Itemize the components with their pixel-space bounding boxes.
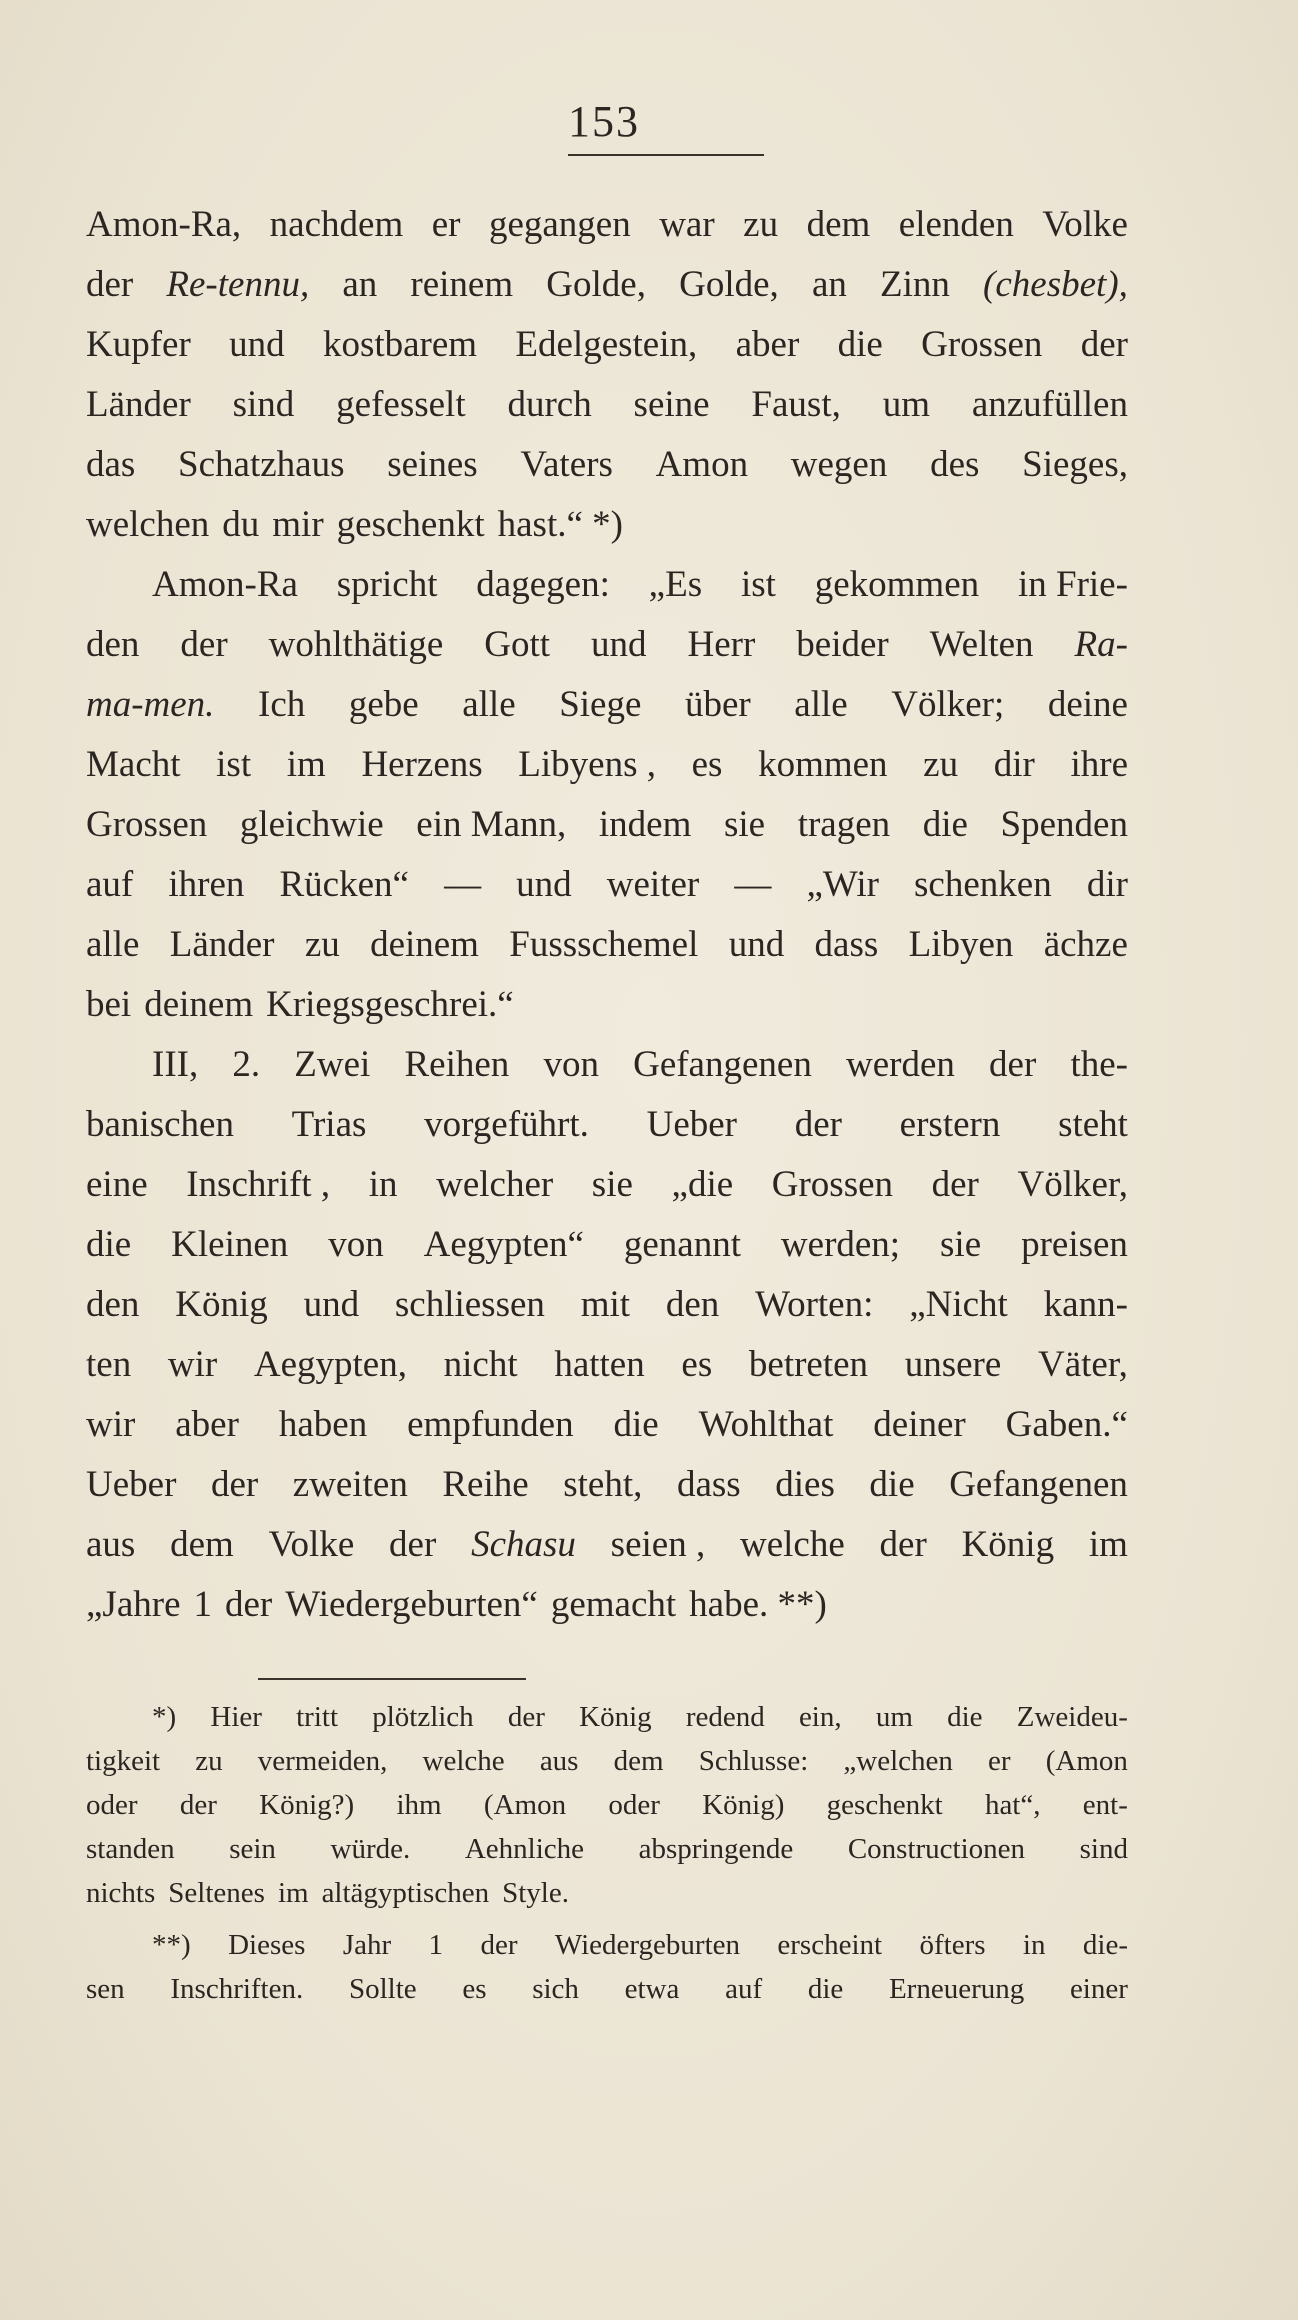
word: gleichwie (239, 804, 384, 845)
word: würde. (330, 1833, 411, 1865)
word: wir (167, 1344, 218, 1385)
word: Kriegsgeschrei.“ (266, 984, 514, 1025)
word: Inschriften. (170, 1973, 304, 2005)
word: die (922, 804, 968, 845)
text-line (86, 255, 1128, 315)
word: habe. **) (689, 1584, 827, 1625)
word: Style. (502, 1877, 569, 1909)
word: tritt (296, 1701, 338, 1733)
word: welcher (436, 1164, 554, 1205)
word: Welten (929, 624, 1034, 665)
word: gekommen (814, 564, 980, 605)
text-line (86, 915, 1128, 975)
word: Aegypten, (253, 1344, 407, 1385)
word: Länder (86, 384, 191, 425)
word: nachdem (269, 204, 404, 245)
text-line (86, 1455, 1128, 1515)
word: und (591, 624, 647, 665)
text-line (86, 1215, 1128, 1275)
word: gefesselt (336, 384, 466, 425)
text-line (86, 1155, 1128, 1215)
footnote-line (86, 1923, 1128, 1967)
word: Kupfer (86, 324, 191, 365)
word: ihren (168, 864, 245, 905)
word: Ich (258, 684, 306, 725)
word: oder (86, 1789, 138, 1821)
word: dass (676, 1464, 741, 1505)
word: die (807, 1973, 844, 2005)
word: sind (1079, 1833, 1128, 1865)
header-rule (568, 154, 764, 156)
word: Grossen (771, 1164, 894, 1205)
word: schenken (914, 864, 1052, 905)
word: Amon (655, 444, 749, 485)
word: Libyen (908, 924, 1014, 965)
word: redend (685, 1701, 765, 1733)
word: Volke (268, 1524, 355, 1565)
word: sich (532, 1973, 579, 2005)
text-line (86, 1335, 1128, 1395)
word: seines (387, 444, 478, 485)
word: König (175, 1284, 268, 1325)
text-line (86, 435, 1128, 495)
text-line (86, 375, 1128, 435)
word: zu (743, 204, 779, 245)
word: der (480, 1929, 518, 1961)
word: deinem (144, 984, 254, 1025)
word: alle (794, 684, 848, 725)
word: Sieges, (1022, 444, 1128, 485)
word: er (431, 204, 461, 245)
word: durch (507, 384, 592, 425)
word: König?) (259, 1789, 355, 1821)
word: Amon-Ra (152, 564, 298, 605)
word: *) (152, 1701, 177, 1733)
word: ihre (1070, 744, 1128, 785)
word: Völker, (1017, 1164, 1128, 1205)
word: ma-men. (86, 684, 215, 725)
word: und (229, 324, 285, 365)
word: und (728, 924, 785, 965)
word: von (543, 1044, 599, 1085)
word: oder (608, 1789, 660, 1821)
text-line (86, 735, 1128, 795)
word: im (286, 744, 326, 785)
word: der (179, 1789, 217, 1821)
word: elenden (898, 204, 1014, 245)
word: und (303, 1284, 360, 1325)
word: „Es (648, 564, 703, 605)
word: kann- (1043, 1284, 1128, 1325)
word: vorgeführt. (424, 1104, 589, 1145)
word: Worten: (755, 1284, 874, 1325)
word: im (1088, 1524, 1128, 1565)
word: aber (735, 324, 800, 365)
word: es (462, 1973, 487, 2005)
word: dir (993, 744, 1035, 785)
word: — (734, 864, 772, 905)
word: sind (232, 384, 295, 425)
text-line (86, 855, 1128, 915)
word: dem (613, 1745, 664, 1777)
word: Schasu (471, 1524, 576, 1565)
word: the- (1070, 1044, 1128, 1085)
word: reinem (410, 264, 514, 305)
word: dem (170, 1524, 234, 1565)
word: empfunden (407, 1404, 574, 1445)
text-line (86, 795, 1128, 855)
word: Ueber (646, 1104, 737, 1145)
word: den (86, 1284, 140, 1325)
word: der (1080, 324, 1128, 365)
word: den (86, 624, 140, 665)
word: genannt (623, 1224, 741, 1265)
word: aus (86, 1524, 136, 1565)
word: Golde, (679, 264, 779, 305)
word: nichts (86, 1877, 156, 1909)
word: Ueber (86, 1464, 177, 1505)
word: Macht (86, 744, 181, 785)
footnote-line (86, 1739, 1128, 1783)
word: der (879, 1524, 927, 1565)
word: sie (591, 1164, 633, 1205)
word: sie (940, 1224, 982, 1265)
footnotes (86, 1695, 1128, 2011)
word: wohlthätige (268, 624, 444, 665)
word: öfters (919, 1929, 986, 1961)
word: König) (702, 1789, 785, 1821)
word: Vaters (520, 444, 613, 485)
word: betreten (748, 1344, 869, 1385)
word: welche (739, 1524, 845, 1565)
word: die (613, 1404, 659, 1445)
word: dir (1086, 864, 1128, 905)
word: König (579, 1701, 652, 1733)
word: der (931, 1164, 979, 1205)
word: Hier (210, 1701, 262, 1733)
text-line (86, 615, 1128, 675)
word: dies (775, 1464, 835, 1505)
word: die (86, 1224, 132, 1265)
word: ten (86, 1344, 132, 1385)
word: um (882, 384, 930, 425)
word: Gott (484, 624, 551, 665)
word: einer (1069, 1973, 1128, 2005)
word: geschenkt (826, 1789, 943, 1821)
word: Jahr (342, 1929, 392, 1961)
word: die- (1082, 1929, 1128, 1961)
word: Gefangenen (949, 1464, 1128, 1505)
word: Inschrift , (186, 1164, 331, 1205)
word: haben (278, 1404, 368, 1445)
word: Länder (169, 924, 275, 965)
text-line (86, 1095, 1128, 1155)
word: „die (671, 1164, 734, 1205)
word: des (930, 444, 980, 485)
word: alle (462, 684, 516, 725)
word: Faust, (751, 384, 841, 425)
word: um (875, 1701, 913, 1733)
word: erstern (899, 1104, 1001, 1145)
text-line (86, 1035, 1128, 1095)
word: ihm (396, 1789, 442, 1821)
word: nicht (443, 1344, 518, 1385)
word: Rücken“ (279, 864, 409, 905)
text-line (86, 195, 1128, 255)
word: den (665, 1284, 720, 1325)
word: 1 (428, 1929, 444, 1961)
word: die (837, 324, 883, 365)
text-line (86, 1275, 1128, 1335)
word: Schatzhaus (178, 444, 345, 485)
word: Amon-Ra, (86, 204, 242, 245)
word: die (947, 1701, 983, 1733)
word: Trias (291, 1104, 367, 1145)
word: Wiedergeburten“ (285, 1584, 538, 1625)
word: Kleinen (171, 1224, 289, 1265)
word: „Jahre (86, 1584, 181, 1625)
word: der (389, 1524, 437, 1565)
word: Zinn (880, 264, 950, 305)
word: der (86, 264, 134, 305)
word: erscheint (777, 1929, 883, 1961)
word: werden (845, 1044, 955, 1085)
word: Herzens (361, 744, 483, 785)
word: **) (152, 1929, 191, 1961)
word: aus (539, 1745, 579, 1777)
word: er (988, 1745, 1011, 1777)
word: der (180, 624, 228, 665)
word: unsere (904, 1344, 1002, 1385)
word: „Wir (806, 864, 879, 905)
word: Grossen (86, 804, 208, 845)
word: hatten (554, 1344, 645, 1385)
word: Gefangenen (633, 1044, 812, 1085)
word: und (516, 864, 572, 905)
word: Ra- (1074, 624, 1128, 665)
word: Edelgestein, (515, 324, 698, 365)
word: Reihen (404, 1044, 510, 1085)
footnote-gap (86, 1915, 1128, 1923)
word: steht (1058, 1104, 1128, 1145)
word: Erneuerung (888, 1973, 1025, 2005)
word: ist (740, 564, 776, 605)
word: gebe (348, 684, 419, 725)
word: Aegypten“ (423, 1224, 584, 1265)
word: aber (175, 1404, 239, 1445)
word: von (328, 1224, 384, 1265)
text-line (86, 555, 1128, 615)
word: dagegen: (476, 564, 610, 605)
word: Grossen (921, 324, 1043, 365)
word: (Amon (483, 1789, 567, 1821)
word: an (811, 264, 847, 305)
text-line (86, 495, 1128, 555)
word: Volke (1042, 204, 1128, 245)
word: plötzlich (372, 1701, 474, 1733)
word: altägyptischen (321, 1877, 490, 1909)
word: mit (580, 1284, 631, 1325)
word: gegangen (488, 204, 631, 245)
word: schliessen (394, 1284, 545, 1325)
word: ein, (798, 1701, 842, 1733)
word: im (277, 1877, 309, 1909)
word: deinem (370, 924, 479, 965)
word: weiter (606, 864, 700, 905)
word: Völker; (891, 684, 1005, 725)
word: der (507, 1701, 545, 1733)
word: Schlusse: (698, 1745, 809, 1777)
word: in Frie- (1017, 564, 1128, 605)
text-line (86, 1395, 1128, 1455)
word: die (869, 1464, 915, 1505)
word: Gaben.“ (1005, 1404, 1128, 1445)
text-line (86, 975, 1128, 1035)
word: war (659, 204, 715, 245)
word: Reihe (442, 1464, 529, 1505)
word: standen (86, 1833, 175, 1865)
word: seine (633, 384, 710, 425)
word: zu (923, 744, 959, 785)
word: Herr (687, 624, 756, 665)
word: Libyens , (518, 744, 656, 785)
word: alle (86, 924, 140, 965)
footnote-line (86, 1871, 1128, 1915)
word: 1 (193, 1584, 212, 1625)
word: III, (152, 1044, 199, 1085)
word: werden; (780, 1224, 901, 1265)
word: hat“, (984, 1789, 1041, 1821)
body-text (86, 195, 1128, 1635)
word: Zwei (294, 1044, 371, 1085)
word: Dieses (228, 1929, 306, 1961)
word: wegen (790, 444, 888, 485)
word: banischen (86, 1104, 234, 1145)
word: sen (86, 1973, 125, 2005)
word: tigkeit (86, 1745, 161, 1777)
word: Siege (559, 684, 642, 725)
word: indem (598, 804, 692, 845)
word: bei (86, 984, 132, 1025)
footnote-line (86, 1783, 1128, 1827)
footnote-line (86, 1967, 1128, 2011)
word: kommen (758, 744, 888, 785)
word: „Nicht (909, 1284, 1008, 1325)
word: preisen (1021, 1224, 1128, 1265)
word: der (225, 1584, 273, 1625)
word: deiner (873, 1404, 966, 1445)
word: abspringende (638, 1833, 794, 1865)
word: etwa (624, 1973, 680, 2005)
word: Wohlthat (698, 1404, 834, 1445)
word: du (222, 504, 260, 545)
footnote-line (86, 1695, 1128, 1739)
page-header (0, 92, 1298, 162)
word: (Amon (1045, 1745, 1128, 1777)
word: deine (1047, 684, 1128, 725)
word: wir (86, 1404, 136, 1445)
word: an (342, 264, 378, 305)
word: mir (272, 504, 324, 545)
word: Sollte (348, 1973, 417, 2005)
word: König (961, 1524, 1055, 1565)
text-line (86, 315, 1128, 375)
word: hast.“ *) (497, 504, 623, 545)
word: es (681, 1344, 713, 1385)
word: Spenden (1000, 804, 1128, 845)
word: steht, (563, 1464, 643, 1505)
word: zu (195, 1745, 223, 1777)
word: gemacht (550, 1584, 677, 1625)
word: tragen (797, 804, 891, 845)
word: auf (725, 1973, 763, 2005)
word: Golde, (546, 264, 646, 305)
word: „welchen (843, 1745, 953, 1777)
word: Aehnliche (464, 1833, 584, 1865)
word: ein Mann, (416, 804, 567, 845)
word: Re-tennu, (166, 264, 310, 305)
word: ent- (1082, 1789, 1128, 1821)
word: das (86, 444, 136, 485)
word: vermeiden, (257, 1745, 388, 1777)
text-line (86, 1515, 1128, 1575)
word: ächze (1043, 924, 1128, 965)
word: eine (86, 1164, 148, 1205)
word: in (1022, 1929, 1046, 1961)
word: Seltenes (168, 1877, 265, 1909)
word: über (684, 684, 751, 725)
word: in (368, 1164, 398, 1205)
word: sein (229, 1833, 276, 1865)
word: beider (796, 624, 889, 665)
word: Constructionen (847, 1833, 1026, 1865)
word: — (444, 864, 482, 905)
word: geschenkt (336, 504, 485, 545)
word: kostbarem (322, 324, 478, 365)
word: der (794, 1104, 842, 1145)
word: Väter, (1037, 1344, 1128, 1385)
word: Fussschemel (509, 924, 699, 965)
word: ist (216, 744, 252, 785)
word: 2. (232, 1044, 261, 1085)
word: anzufüllen (971, 384, 1128, 425)
page-number: 153 (568, 97, 640, 146)
word: Zweideu- (1016, 1701, 1128, 1733)
word: spricht (336, 564, 438, 605)
word: es (691, 744, 723, 785)
text-line (86, 675, 1128, 735)
text-line (86, 1575, 1128, 1635)
word: dem (806, 204, 871, 245)
word: (chesbet), (983, 264, 1128, 305)
footnote-separator (258, 1678, 526, 1680)
footnote-line (86, 1827, 1128, 1871)
word: sie (723, 804, 766, 845)
word: Wiedergeburten (554, 1929, 740, 1961)
word: auf (86, 864, 134, 905)
word: zu (304, 924, 340, 965)
word: welche (422, 1745, 505, 1777)
word: zweiten (292, 1464, 408, 1505)
word: welchen (86, 504, 210, 545)
word: der (989, 1044, 1037, 1085)
word: seien , (610, 1524, 706, 1565)
word: dass (814, 924, 879, 965)
word: der (210, 1464, 259, 1505)
